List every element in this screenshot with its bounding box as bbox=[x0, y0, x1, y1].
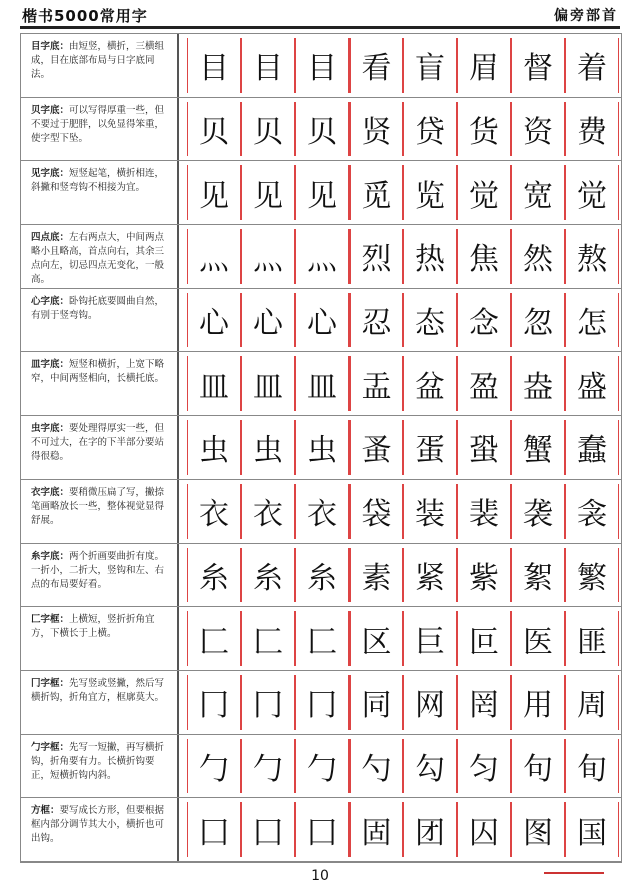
character-cell bbox=[511, 356, 565, 411]
practice-character: 目 bbox=[253, 51, 283, 87]
character-cell bbox=[295, 293, 349, 348]
character-cell bbox=[511, 611, 565, 666]
practice-character: 匚 bbox=[253, 624, 283, 660]
practice-character: 目 bbox=[199, 51, 229, 87]
character-cell bbox=[295, 38, 349, 93]
character-cell bbox=[295, 675, 349, 730]
character-cell bbox=[457, 675, 511, 730]
character-cells bbox=[187, 675, 621, 730]
character-cell bbox=[295, 229, 349, 284]
character-cell bbox=[403, 356, 457, 411]
character-cell bbox=[457, 611, 511, 666]
character-cell bbox=[565, 484, 619, 539]
character-cell bbox=[241, 802, 295, 857]
practice-character: 勺 bbox=[361, 751, 392, 787]
practice-character: 热 bbox=[415, 242, 445, 278]
practice-character: 匚 bbox=[199, 624, 229, 660]
radical-description bbox=[21, 98, 179, 161]
practice-character: 冂 bbox=[307, 688, 337, 724]
practice-character: 用 bbox=[523, 688, 553, 724]
practice-character: 囗 bbox=[253, 815, 283, 851]
practice-character: 衣 bbox=[307, 497, 337, 533]
character-cell bbox=[241, 548, 295, 603]
header-rule bbox=[20, 26, 620, 29]
character-cell bbox=[511, 420, 565, 475]
character-cell bbox=[349, 102, 403, 157]
radical-description bbox=[21, 352, 179, 415]
practice-row bbox=[21, 161, 621, 225]
character-cell bbox=[349, 38, 403, 93]
practice-row bbox=[21, 671, 621, 735]
character-cell bbox=[403, 739, 457, 794]
practice-table bbox=[20, 33, 622, 863]
character-cells bbox=[187, 165, 621, 220]
practice-character: 态 bbox=[415, 306, 445, 342]
practice-character: 蛩 bbox=[469, 433, 499, 469]
practice-character: 勹 bbox=[307, 751, 337, 787]
practice-character: 句 bbox=[523, 751, 553, 787]
practice-character: 勾 bbox=[415, 751, 445, 787]
practice-character: 袋 bbox=[361, 497, 392, 533]
practice-character: 盆 bbox=[415, 369, 445, 405]
character-cell bbox=[457, 293, 511, 348]
practice-character: 衾 bbox=[577, 497, 607, 533]
practice-character: 虫 bbox=[253, 433, 283, 469]
radical-name: 心字底： bbox=[31, 295, 70, 307]
character-cell bbox=[187, 102, 241, 157]
character-cell bbox=[511, 739, 565, 794]
radical-text: 要写成长方形，但要根据框内部分调节其大小，横折也可出钩。 bbox=[31, 805, 165, 845]
character-cell bbox=[457, 548, 511, 603]
character-cell bbox=[187, 675, 241, 730]
character-cell bbox=[295, 484, 349, 539]
character-cell bbox=[511, 293, 565, 348]
radical-name: 匚字框： bbox=[31, 614, 70, 626]
practice-character: 蛋 bbox=[415, 433, 445, 469]
practice-character: 皿 bbox=[307, 369, 337, 405]
character-cell bbox=[403, 675, 457, 730]
practice-character: 罔 bbox=[469, 688, 499, 724]
character-cell bbox=[457, 229, 511, 284]
practice-character: 冂 bbox=[253, 688, 283, 724]
radical-name: 贝字底： bbox=[31, 104, 70, 116]
practice-character: 周 bbox=[577, 688, 607, 724]
character-cell bbox=[349, 420, 403, 475]
practice-character: 忍 bbox=[361, 306, 392, 342]
character-cell bbox=[187, 802, 241, 857]
book-title: 楷书5000常用字 bbox=[22, 7, 148, 25]
practice-character: 贤 bbox=[361, 115, 392, 151]
practice-character: 贝 bbox=[253, 115, 283, 151]
character-cell bbox=[457, 420, 511, 475]
character-cell bbox=[511, 484, 565, 539]
radical-description bbox=[21, 735, 179, 798]
practice-character: 盲 bbox=[415, 51, 445, 87]
practice-character: 紫 bbox=[469, 560, 499, 596]
practice-character: 然 bbox=[523, 242, 553, 278]
character-cell bbox=[187, 548, 241, 603]
character-cells bbox=[187, 739, 621, 794]
practice-character: 裴 bbox=[469, 497, 499, 533]
practice-character: 同 bbox=[361, 688, 392, 724]
practice-character: 紧 bbox=[415, 560, 445, 596]
practice-character: 絮 bbox=[523, 560, 553, 596]
character-cell bbox=[457, 165, 511, 220]
character-cell bbox=[565, 802, 619, 857]
character-cell bbox=[349, 739, 403, 794]
radical-description bbox=[21, 34, 179, 97]
section-title: 偏旁部首 bbox=[554, 8, 618, 24]
practice-character: 医 bbox=[523, 624, 553, 660]
practice-character: 货 bbox=[469, 115, 499, 151]
character-cell bbox=[403, 293, 457, 348]
radical-text: 要处理得厚实一些，但不可过大，在字的下半部分要站得很稳。 bbox=[31, 423, 165, 463]
practice-character: 囗 bbox=[199, 815, 229, 851]
character-cell bbox=[241, 165, 295, 220]
practice-character: 贝 bbox=[199, 115, 229, 151]
practice-character: 灬 bbox=[307, 242, 337, 278]
character-cell bbox=[241, 739, 295, 794]
character-cell bbox=[349, 675, 403, 730]
radical-text: 上横短，竖折折角宜方，下横长于上横。 bbox=[31, 614, 155, 640]
character-cell bbox=[241, 484, 295, 539]
practice-character: 蟹 bbox=[523, 433, 553, 469]
practice-character: 匪 bbox=[577, 624, 607, 660]
radical-text: 短竖起笔，横折相连，斜撇和竖弯钩不相接为宜。 bbox=[31, 168, 165, 194]
character-cell bbox=[403, 229, 457, 284]
radical-description bbox=[21, 416, 179, 479]
character-cell bbox=[187, 165, 241, 220]
character-cell bbox=[241, 229, 295, 284]
character-cell bbox=[295, 102, 349, 157]
character-cell bbox=[295, 165, 349, 220]
radical-description bbox=[21, 480, 179, 543]
practice-character: 囗 bbox=[307, 815, 337, 851]
radical-text: 两个折画要曲折有度。一折小，二折大，竖钩和左、右点的布局要好看。 bbox=[31, 550, 165, 590]
character-cell bbox=[295, 739, 349, 794]
radical-name: 见字底： bbox=[31, 168, 70, 180]
character-cell bbox=[511, 165, 565, 220]
practice-character: 觉 bbox=[577, 178, 607, 214]
radical-description bbox=[21, 607, 179, 670]
practice-character: 勹 bbox=[253, 751, 283, 787]
character-cell bbox=[241, 102, 295, 157]
character-cells bbox=[187, 611, 621, 666]
practice-character: 见 bbox=[199, 178, 229, 214]
practice-character: 觅 bbox=[361, 178, 392, 214]
practice-character: 装 bbox=[415, 497, 445, 533]
character-cell bbox=[241, 675, 295, 730]
practice-character: 叵 bbox=[469, 624, 499, 660]
radical-text: 先写一短撇，再写横折钩，折角要有力。长横折钩要正，短横折钩内斜。 bbox=[31, 741, 165, 781]
radical-description bbox=[21, 225, 179, 288]
practice-character: 灬 bbox=[253, 242, 283, 278]
character-cell bbox=[511, 102, 565, 157]
character-cell bbox=[457, 102, 511, 157]
practice-character: 忽 bbox=[523, 306, 553, 342]
radical-description bbox=[21, 289, 179, 352]
practice-character: 素 bbox=[361, 560, 392, 596]
character-cell bbox=[565, 420, 619, 475]
character-cell bbox=[349, 484, 403, 539]
practice-character: 览 bbox=[415, 178, 445, 214]
radical-description bbox=[21, 544, 179, 607]
radical-name: 勹字框： bbox=[31, 741, 70, 753]
character-cell bbox=[349, 165, 403, 220]
practice-character: 见 bbox=[253, 178, 283, 214]
radical-name: 冂字框： bbox=[31, 677, 70, 689]
character-cell bbox=[457, 739, 511, 794]
radical-text: 要稍微压扁了写，撇捺笔画略放长一些，整体视觉显得舒展。 bbox=[31, 486, 165, 526]
practice-character: 烈 bbox=[361, 242, 392, 278]
character-cell bbox=[403, 38, 457, 93]
character-cell bbox=[187, 356, 241, 411]
character-cell bbox=[565, 102, 619, 157]
radical-name: 四点底： bbox=[31, 232, 70, 244]
practice-character: 虫 bbox=[307, 433, 337, 469]
character-cell bbox=[403, 611, 457, 666]
character-cell bbox=[349, 548, 403, 603]
character-cells bbox=[187, 420, 621, 475]
practice-character: 虫 bbox=[199, 433, 229, 469]
character-cell bbox=[565, 548, 619, 603]
character-cell bbox=[349, 611, 403, 666]
character-cells bbox=[187, 802, 621, 857]
practice-character: 蚤 bbox=[361, 433, 392, 469]
practice-character: 目 bbox=[307, 51, 337, 87]
practice-character: 贝 bbox=[307, 115, 337, 151]
practice-row bbox=[21, 225, 621, 289]
character-cell bbox=[187, 229, 241, 284]
character-cells bbox=[187, 548, 621, 603]
character-cells bbox=[187, 102, 621, 157]
practice-character: 团 bbox=[415, 815, 445, 851]
character-cell bbox=[511, 675, 565, 730]
practice-character: 督 bbox=[523, 51, 553, 87]
character-cell bbox=[403, 165, 457, 220]
character-cell bbox=[295, 802, 349, 857]
radical-name: 皿字底： bbox=[31, 359, 70, 371]
character-cell bbox=[457, 484, 511, 539]
radical-text: 卧钩托底要圆曲自然，有别于竖弯钩。 bbox=[31, 295, 165, 321]
footer-decoration bbox=[544, 872, 604, 874]
radical-text: 可以写得厚重一些，但不要过于肥胖，以免显得笨重，使字型下坠。 bbox=[31, 104, 165, 144]
character-cell bbox=[565, 739, 619, 794]
practice-character: 糸 bbox=[199, 560, 229, 596]
character-cell bbox=[457, 356, 511, 411]
character-cell bbox=[187, 293, 241, 348]
character-cell bbox=[511, 548, 565, 603]
practice-character: 心 bbox=[253, 306, 283, 342]
character-cell bbox=[241, 420, 295, 475]
character-cell bbox=[187, 420, 241, 475]
character-cell bbox=[295, 548, 349, 603]
practice-row bbox=[21, 289, 621, 353]
practice-character: 国 bbox=[577, 815, 607, 851]
practice-character: 旬 bbox=[577, 751, 607, 787]
character-cell bbox=[241, 356, 295, 411]
practice-character: 区 bbox=[361, 624, 392, 660]
practice-row bbox=[21, 735, 621, 799]
character-cell bbox=[349, 356, 403, 411]
character-cell bbox=[457, 38, 511, 93]
practice-character: 费 bbox=[577, 115, 607, 151]
radical-description bbox=[21, 671, 179, 734]
character-cell bbox=[349, 229, 403, 284]
practice-row bbox=[21, 544, 621, 608]
character-cell bbox=[403, 548, 457, 603]
practice-row bbox=[21, 416, 621, 480]
character-cell bbox=[565, 675, 619, 730]
practice-character: 囚 bbox=[469, 815, 499, 851]
practice-row bbox=[21, 98, 621, 162]
character-cell bbox=[565, 165, 619, 220]
character-cell bbox=[295, 611, 349, 666]
character-cell bbox=[565, 293, 619, 348]
character-cell bbox=[565, 38, 619, 93]
practice-character: 宽 bbox=[523, 178, 553, 214]
character-cell bbox=[403, 802, 457, 857]
practice-character: 盈 bbox=[469, 369, 499, 405]
practice-row bbox=[21, 480, 621, 544]
character-cell bbox=[241, 38, 295, 93]
character-cell bbox=[187, 484, 241, 539]
radical-description bbox=[21, 161, 179, 224]
practice-character: 网 bbox=[415, 688, 445, 724]
character-cell bbox=[241, 293, 295, 348]
character-cell bbox=[403, 102, 457, 157]
practice-character: 熬 bbox=[577, 242, 607, 278]
character-cells bbox=[187, 356, 621, 411]
practice-character: 蠢 bbox=[577, 433, 607, 469]
practice-character: 见 bbox=[307, 178, 337, 214]
character-cells bbox=[187, 484, 621, 539]
practice-character: 焦 bbox=[469, 242, 499, 278]
practice-character: 衣 bbox=[199, 497, 229, 533]
character-cell bbox=[403, 484, 457, 539]
character-cell bbox=[349, 802, 403, 857]
character-cell bbox=[511, 229, 565, 284]
character-cell bbox=[349, 293, 403, 348]
character-cell bbox=[187, 611, 241, 666]
radical-name: 方框： bbox=[31, 805, 60, 817]
practice-character: 着 bbox=[577, 51, 607, 87]
practice-row bbox=[21, 607, 621, 671]
practice-character: 衣 bbox=[253, 497, 283, 533]
practice-character: 盛 bbox=[577, 369, 607, 405]
character-cell bbox=[565, 611, 619, 666]
practice-character: 盎 bbox=[523, 369, 553, 405]
practice-character: 匀 bbox=[469, 751, 499, 787]
radical-text: 左右两点大，中间两点略小且略高，首点向右，其余三点向左，切忌四点无变化，一般高。 bbox=[31, 232, 165, 286]
practice-character: 冂 bbox=[199, 688, 229, 724]
radical-text: 由短竖，横折，三横组成，目在底部布局与日字底同法。 bbox=[31, 41, 165, 80]
character-cell bbox=[457, 802, 511, 857]
character-cell bbox=[565, 229, 619, 284]
character-cell bbox=[511, 802, 565, 857]
character-cell bbox=[187, 38, 241, 93]
practice-row bbox=[21, 798, 621, 862]
radical-description bbox=[21, 798, 179, 861]
practice-character: 固 bbox=[361, 815, 392, 851]
practice-row bbox=[21, 34, 621, 98]
practice-row bbox=[21, 352, 621, 416]
character-cell bbox=[187, 739, 241, 794]
practice-character: 糸 bbox=[307, 560, 337, 596]
practice-character: 糸 bbox=[253, 560, 283, 596]
practice-character: 皿 bbox=[199, 369, 229, 405]
practice-character: 心 bbox=[307, 306, 337, 342]
character-cells bbox=[187, 293, 621, 348]
practice-character: 繁 bbox=[577, 560, 607, 596]
character-cell bbox=[511, 38, 565, 93]
practice-character: 念 bbox=[469, 306, 499, 342]
character-cell bbox=[295, 356, 349, 411]
character-cells bbox=[187, 229, 621, 284]
practice-character: 心 bbox=[199, 306, 229, 342]
practice-character: 看 bbox=[361, 51, 392, 87]
character-cell bbox=[241, 611, 295, 666]
practice-character: 资 bbox=[523, 115, 553, 151]
practice-character: 觉 bbox=[469, 178, 499, 214]
radical-text: 短竖和横折，上宽下略窄，中间两竖相向，长横托底。 bbox=[31, 359, 165, 385]
character-cell bbox=[403, 420, 457, 475]
radical-name: 糸字底： bbox=[31, 550, 70, 562]
practice-character: 袭 bbox=[523, 497, 553, 533]
practice-character: 皿 bbox=[253, 369, 283, 405]
radical-name: 目字底： bbox=[31, 41, 70, 52]
character-cell bbox=[565, 356, 619, 411]
practice-character: 勹 bbox=[199, 751, 229, 787]
practice-character: 贷 bbox=[415, 115, 445, 151]
character-cells bbox=[187, 38, 621, 93]
practice-character: 盂 bbox=[361, 369, 392, 405]
practice-character: 眉 bbox=[469, 51, 499, 87]
practice-character: 灬 bbox=[199, 242, 229, 278]
page-number: 10 bbox=[311, 868, 329, 884]
radical-name: 衣字底： bbox=[31, 486, 70, 498]
practice-character: 怎 bbox=[577, 306, 607, 342]
radical-text: 先写竖或竖撇，然后写横折钩，折角宜方，框廓莫大。 bbox=[31, 677, 165, 703]
character-cell bbox=[295, 420, 349, 475]
practice-character: 匚 bbox=[307, 624, 337, 660]
radical-name: 虫字底： bbox=[31, 423, 70, 435]
practice-character: 图 bbox=[523, 815, 553, 851]
practice-character: 巨 bbox=[415, 624, 445, 660]
